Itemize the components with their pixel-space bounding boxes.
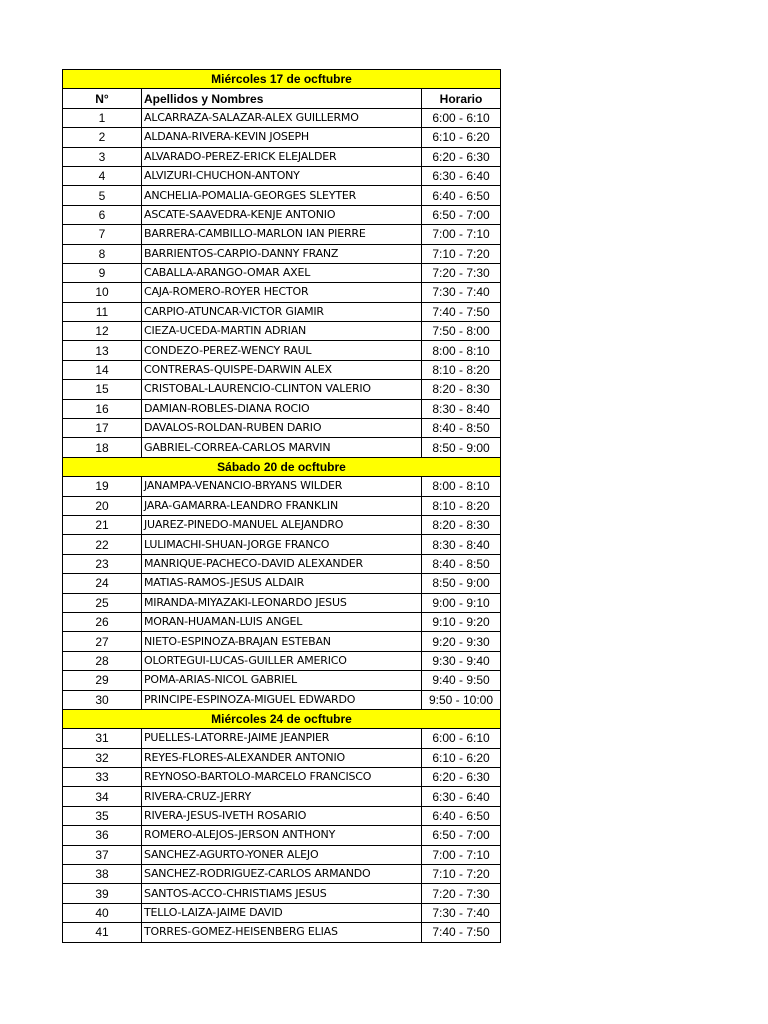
table-row (63, 225, 501, 244)
row-number: 34 (63, 787, 142, 806)
table-row (63, 147, 501, 166)
row-name: PUELLES-LATORRE-JAIME JEANPIER (142, 729, 422, 748)
row-time: 8:40 - 8:50 (422, 419, 501, 438)
table-row (63, 884, 501, 903)
row-number: 4 (63, 166, 142, 185)
row-name: MANRIQUE-PACHECO-DAVID ALEXANDER (142, 554, 422, 573)
row-name: ALVIZURI-CHUCHON-ANTONY (142, 166, 422, 185)
row-name: CONTRERAS-QUISPE-DARWIN ALEX (142, 360, 422, 379)
row-name: SANCHEZ-AGURTO-YONER ALEJO (142, 845, 422, 864)
row-name: MORAN-HUAMAN-LUIS ANGEL (142, 612, 422, 631)
row-name: CONDEZO-PEREZ-WENCY RAUL (142, 341, 422, 360)
day-title: Sábado 20 de ocftubre (63, 457, 501, 476)
row-time: 6:10 - 6:20 (422, 748, 501, 767)
row-time: 8:00 - 8:10 (422, 477, 501, 496)
day-header-row (63, 70, 501, 89)
row-name: GABRIEL-CORREA-CARLOS MARVIN (142, 438, 422, 457)
table-row (63, 360, 501, 379)
table-row (63, 923, 501, 942)
row-number: 2 (63, 128, 142, 147)
row-time: 7:40 - 7:50 (422, 923, 501, 942)
table-row (63, 186, 501, 205)
row-time: 6:30 - 6:40 (422, 166, 501, 185)
table-row (63, 322, 501, 341)
row-number: 30 (63, 690, 142, 709)
row-name: RIVERA-JESUS-IVETH ROSARIO (142, 806, 422, 825)
row-number: 10 (63, 283, 142, 302)
table-row (63, 263, 501, 282)
row-time: 8:30 - 8:40 (422, 399, 501, 418)
row-name: OLORTEGUI-LUCAS-GUILLER AMERICO (142, 651, 422, 670)
row-number: 11 (63, 302, 142, 321)
table-row (63, 748, 501, 767)
table-row (63, 671, 501, 690)
row-number: 17 (63, 419, 142, 438)
row-number: 29 (63, 671, 142, 690)
header-time: Horario (422, 89, 501, 108)
header-name: Apellidos y Nombres (142, 89, 422, 108)
row-name: RIVERA-CRUZ-JERRY (142, 787, 422, 806)
row-time: 8:00 - 8:10 (422, 341, 501, 360)
row-number: 13 (63, 341, 142, 360)
day-title: Miércoles 17 de ocftubre (63, 70, 501, 89)
row-time: 6:00 - 6:10 (422, 108, 501, 127)
row-number: 33 (63, 768, 142, 787)
table-row (63, 729, 501, 748)
table-row (63, 845, 501, 864)
table-row (63, 477, 501, 496)
row-number: 20 (63, 496, 142, 515)
row-time: 6:20 - 6:30 (422, 147, 501, 166)
day-title: Miércoles 24 de ocftubre (63, 709, 501, 728)
row-name: JUAREZ-PINEDO-MANUEL ALEJANDRO (142, 515, 422, 534)
row-name: CRISTOBAL-LAURENCIO-CLINTON VALERIO (142, 380, 422, 399)
row-name: ALVARADO-PEREZ-ERICK ELEJALDER (142, 147, 422, 166)
row-name: REYNOSO-BARTOLO-MARCELO FRANCISCO (142, 768, 422, 787)
row-time: 7:00 - 7:10 (422, 225, 501, 244)
row-time: 9:10 - 9:20 (422, 612, 501, 631)
row-time: 6:40 - 6:50 (422, 806, 501, 825)
table-row (63, 574, 501, 593)
row-name: ASCATE-SAAVEDRA-KENJE ANTONIO (142, 205, 422, 224)
row-time: 8:20 - 8:30 (422, 515, 501, 534)
table-row (63, 380, 501, 399)
row-name: DAVALOS-ROLDAN-RUBEN DARIO (142, 419, 422, 438)
row-time: 6:50 - 7:00 (422, 205, 501, 224)
row-number: 31 (63, 729, 142, 748)
table-row (63, 903, 501, 922)
row-name: POMA-ARIAS-NICOL GABRIEL (142, 671, 422, 690)
day-header-row (63, 709, 501, 728)
row-name: ANCHELIA-POMALIA-GEORGES SLEYTER (142, 186, 422, 205)
row-number: 37 (63, 845, 142, 864)
day-header-row (63, 457, 501, 476)
row-time: 8:20 - 8:30 (422, 380, 501, 399)
row-time: 9:00 - 9:10 (422, 593, 501, 612)
table-row (63, 341, 501, 360)
table-row (63, 419, 501, 438)
row-time: 8:10 - 8:20 (422, 360, 501, 379)
row-name: PRINCIPE-ESPINOZA-MIGUEL EDWARDO (142, 690, 422, 709)
table-row (63, 632, 501, 651)
row-name: BARRIENTOS-CARPIO-DANNY FRANZ (142, 244, 422, 263)
row-time: 6:20 - 6:30 (422, 768, 501, 787)
row-name: CARPIO-ATUNCAR-VICTOR GIAMIR (142, 302, 422, 321)
table-row (63, 399, 501, 418)
table-row (63, 806, 501, 825)
row-number: 19 (63, 477, 142, 496)
row-name: CIEZA-UCEDA-MARTIN ADRIAN (142, 322, 422, 341)
row-number: 3 (63, 147, 142, 166)
row-number: 23 (63, 554, 142, 573)
row-time: 8:50 - 9:00 (422, 574, 501, 593)
row-name: MATIAS-RAMOS-JESUS ALDAIR (142, 574, 422, 593)
row-time: 6:40 - 6:50 (422, 186, 501, 205)
row-time: 9:20 - 9:30 (422, 632, 501, 651)
table-row (63, 535, 501, 554)
row-time: 8:10 - 8:20 (422, 496, 501, 515)
row-number: 41 (63, 923, 142, 942)
table-row (63, 787, 501, 806)
row-number: 35 (63, 806, 142, 825)
row-name: CABALLA-ARANGO-OMAR AXEL (142, 263, 422, 282)
row-number: 28 (63, 651, 142, 670)
table-row (63, 768, 501, 787)
table-row (63, 438, 501, 457)
row-number: 26 (63, 612, 142, 631)
row-time: 7:30 - 7:40 (422, 283, 501, 302)
row-number: 14 (63, 360, 142, 379)
row-name: SANTOS-ACCO-CHRISTIAMS JESUS (142, 884, 422, 903)
row-time: 7:30 - 7:40 (422, 903, 501, 922)
row-number: 15 (63, 380, 142, 399)
table-row (63, 496, 501, 515)
row-time: 9:30 - 9:40 (422, 651, 501, 670)
row-number: 21 (63, 515, 142, 534)
header-number: N° (63, 89, 142, 108)
row-name: BARRERA-CAMBILLO-MARLON IAN PIERRE (142, 225, 422, 244)
row-number: 1 (63, 108, 142, 127)
table-row (63, 302, 501, 321)
row-name: NIETO-ESPINOZA-BRAJAN ESTEBAN (142, 632, 422, 651)
table-row (63, 651, 501, 670)
table-row (63, 865, 501, 884)
table-row (63, 128, 501, 147)
table-row (63, 690, 501, 709)
schedule-table (62, 69, 501, 943)
table-row (63, 593, 501, 612)
row-name: REYES-FLORES-ALEXANDER ANTONIO (142, 748, 422, 767)
row-name: CAJA-ROMERO-ROYER HECTOR (142, 283, 422, 302)
row-name: SANCHEZ-RODRIGUEZ-CARLOS ARMANDO (142, 865, 422, 884)
row-time: 8:50 - 9:00 (422, 438, 501, 457)
row-number: 7 (63, 225, 142, 244)
schedule-body (63, 70, 501, 943)
row-time: 8:30 - 8:40 (422, 535, 501, 554)
row-name: LULIMACHI-SHUAN-JORGE FRANCO (142, 535, 422, 554)
row-name: MIRANDA-MIYAZAKI-LEONARDO JESUS (142, 593, 422, 612)
row-name: DAMIAN-ROBLES-DIANA ROCIO (142, 399, 422, 418)
row-number: 22 (63, 535, 142, 554)
row-name: ALDANA-RIVERA-KEVIN JOSEPH (142, 128, 422, 147)
table-row (63, 515, 501, 534)
row-time: 7:00 - 7:10 (422, 845, 501, 864)
row-time: 9:50 - 10:00 (422, 690, 501, 709)
table-row (63, 108, 501, 127)
table-row (63, 244, 501, 263)
row-number: 32 (63, 748, 142, 767)
table-row (63, 826, 501, 845)
column-header-row (63, 89, 501, 108)
row-number: 6 (63, 205, 142, 224)
row-number: 39 (63, 884, 142, 903)
row-time: 7:20 - 7:30 (422, 884, 501, 903)
row-time: 6:50 - 7:00 (422, 826, 501, 845)
row-name: ALCARRAZA-SALAZAR-ALEX GUILLERMO (142, 108, 422, 127)
row-name: TORRES-GOMEZ-HEISENBERG ELIAS (142, 923, 422, 942)
row-name: TELLO-LAIZA-JAIME DAVID (142, 903, 422, 922)
row-time: 6:30 - 6:40 (422, 787, 501, 806)
row-number: 5 (63, 186, 142, 205)
row-number: 25 (63, 593, 142, 612)
table-row (63, 612, 501, 631)
schedule-sheet (62, 69, 500, 943)
row-name: ROMERO-ALEJOS-JERSON ANTHONY (142, 826, 422, 845)
row-name: JARA-GAMARRA-LEANDRO FRANKLIN (142, 496, 422, 515)
row-time: 7:20 - 7:30 (422, 263, 501, 282)
table-row (63, 166, 501, 185)
row-time: 7:10 - 7:20 (422, 865, 501, 884)
row-number: 40 (63, 903, 142, 922)
row-number: 8 (63, 244, 142, 263)
row-time: 8:40 - 8:50 (422, 554, 501, 573)
row-time: 6:00 - 6:10 (422, 729, 501, 748)
row-time: 6:10 - 6:20 (422, 128, 501, 147)
row-number: 16 (63, 399, 142, 418)
row-time: 9:40 - 9:50 (422, 671, 501, 690)
row-number: 38 (63, 865, 142, 884)
row-time: 7:40 - 7:50 (422, 302, 501, 321)
row-number: 24 (63, 574, 142, 593)
table-row (63, 283, 501, 302)
row-number: 36 (63, 826, 142, 845)
row-number: 27 (63, 632, 142, 651)
table-row (63, 554, 501, 573)
row-number: 12 (63, 322, 142, 341)
row-number: 18 (63, 438, 142, 457)
row-time: 7:10 - 7:20 (422, 244, 501, 263)
table-row (63, 205, 501, 224)
row-time: 7:50 - 8:00 (422, 322, 501, 341)
row-name: JANAMPA-VENANCIO-BRYANS WILDER (142, 477, 422, 496)
row-number: 9 (63, 263, 142, 282)
